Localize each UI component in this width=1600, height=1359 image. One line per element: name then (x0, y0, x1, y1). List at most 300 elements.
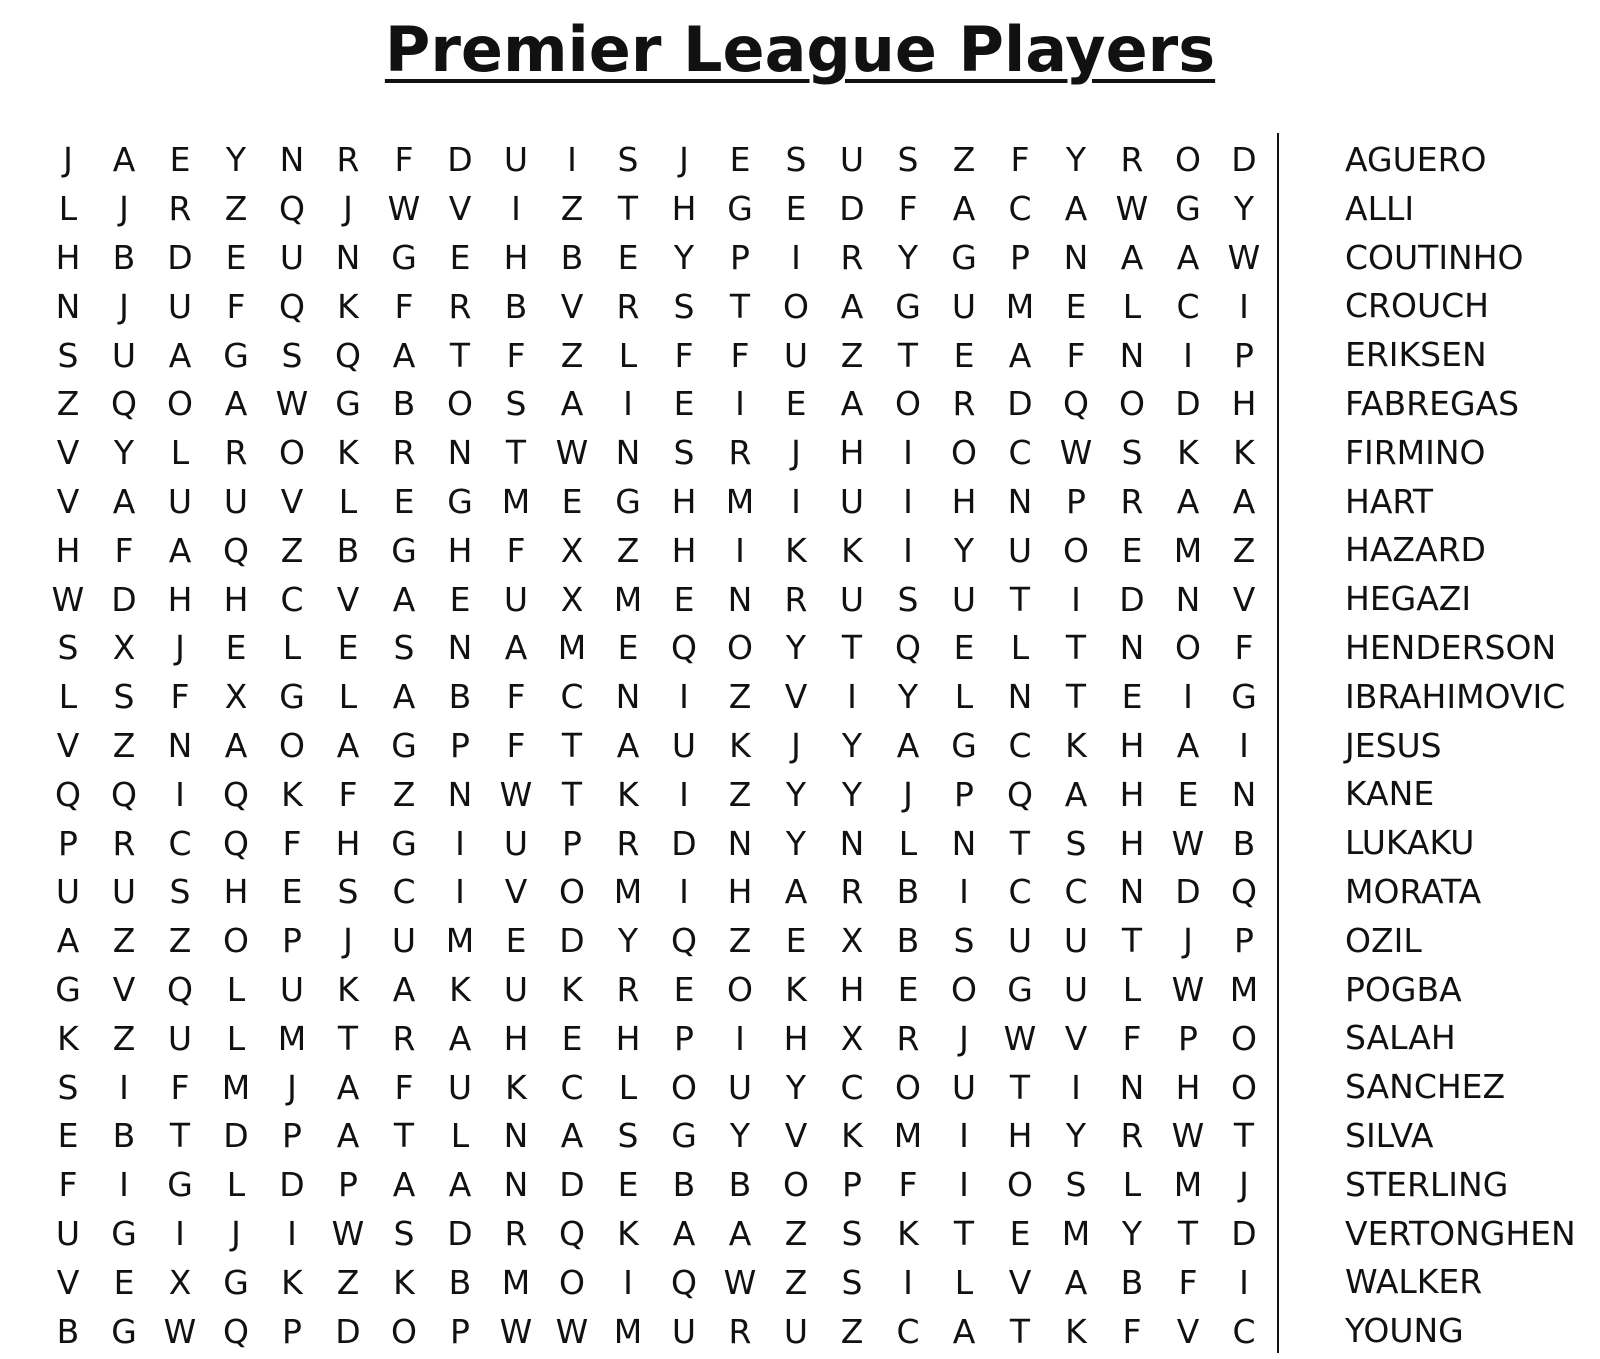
grid-letter: W (1171, 969, 1205, 1009)
grid-letter: I (287, 1213, 297, 1253)
grid-letter: J (1183, 921, 1193, 961)
grid-letter: N (503, 1116, 529, 1156)
grid-letter: R (952, 384, 976, 424)
grid-row (40, 1063, 1272, 1112)
grid-letter: J (287, 1067, 297, 1107)
grid-letter: U (839, 579, 865, 619)
grid-letter: S (1065, 1165, 1087, 1205)
grid-letter: F (170, 1067, 190, 1107)
grid-letter: H (839, 969, 865, 1009)
grid-letter: I (735, 530, 745, 570)
grid-letter: A (392, 969, 416, 1009)
grid-letter: U (839, 481, 865, 521)
grid-letter: L (1010, 628, 1030, 668)
grid-letter: W (555, 433, 589, 473)
grid-letter: L (282, 628, 302, 668)
grid-letter: L (338, 677, 358, 717)
grid-letter: J (1239, 1165, 1249, 1205)
grid-letter: L (1122, 1165, 1142, 1205)
word-list-item: YOUNG (1345, 1311, 1464, 1351)
grid-letter: N (1119, 1067, 1145, 1107)
grid-letter: T (169, 1116, 191, 1156)
grid-letter: R (448, 286, 472, 326)
grid-letter: J (791, 433, 801, 473)
grid-letter: Q (223, 774, 249, 814)
grid-letter: H (167, 579, 193, 619)
grid-letter: E (897, 969, 919, 1009)
grid-letter: T (617, 189, 639, 229)
grid-letter: K (1233, 433, 1255, 473)
grid-letter: Z (560, 189, 584, 229)
grid-letter: G (111, 1311, 137, 1351)
grid-letter: Z (1232, 530, 1256, 570)
grid-letter: P (282, 921, 302, 961)
grid-letter: I (679, 872, 689, 912)
word-list-item: HEGAZI (1345, 579, 1472, 619)
grid-row (40, 331, 1272, 380)
grid-letter: Y (617, 921, 639, 961)
grid-letter: Q (111, 384, 137, 424)
grid-row (40, 429, 1272, 478)
grid-letter: M (1061, 1213, 1091, 1253)
grid-letter: W (555, 1311, 589, 1351)
grid-letter: I (175, 774, 185, 814)
grid-letter: T (841, 628, 863, 668)
grid-letter: F (1178, 1262, 1198, 1302)
grid-letter: E (1065, 286, 1087, 326)
grid-letter: I (1071, 579, 1081, 619)
word-list-item: SILVA (1345, 1115, 1434, 1155)
grid-letter: X (112, 628, 136, 668)
grid-row (40, 136, 1272, 185)
grid-letter: L (58, 189, 78, 229)
grid-letter: O (783, 1165, 809, 1205)
grid-letter: S (505, 384, 527, 424)
grid-row (40, 1161, 1272, 1210)
grid-letter: Z (224, 189, 248, 229)
grid-letter: S (841, 1262, 863, 1302)
grid-letter: A (1176, 725, 1200, 765)
grid-letter: N (503, 1165, 529, 1205)
grid-row (40, 868, 1272, 917)
grid-letter: I (567, 140, 577, 180)
grid-row (40, 966, 1272, 1015)
grid-letter: R (896, 1018, 920, 1058)
grid-letter: U (167, 286, 193, 326)
grid-letter: J (791, 725, 801, 765)
grid-letter: W (387, 189, 421, 229)
grid-letter: P (1234, 921, 1254, 961)
grid-letter: C (168, 823, 192, 863)
grid-letter: X (840, 921, 864, 961)
word-list-item: VERTONGHEN (1345, 1213, 1576, 1253)
grid-letter: I (679, 774, 689, 814)
grid-letter: E (785, 189, 807, 229)
grid-letter: O (1175, 140, 1201, 180)
grid-letter: S (673, 433, 695, 473)
grid-row (40, 819, 1272, 868)
grid-letter: O (559, 1262, 585, 1302)
grid-letter: D (335, 1311, 361, 1351)
grid-letter: P (842, 1165, 862, 1205)
grid-letter: L (618, 335, 638, 375)
grid-letter: E (449, 237, 471, 277)
grid-letter: P (282, 1116, 302, 1156)
grid-letter: Y (673, 237, 695, 277)
grid-letter: I (959, 872, 969, 912)
grid-row (40, 722, 1272, 771)
grid-letter: X (224, 677, 248, 717)
grid-letter: B (448, 1262, 472, 1302)
grid-letter: B (1120, 1262, 1144, 1302)
grid-letter: L (450, 1116, 470, 1156)
grid-letter: Y (897, 677, 919, 717)
grid-letter: P (730, 237, 750, 277)
grid-letter: M (613, 1311, 643, 1351)
grid-letter: E (785, 921, 807, 961)
grid-letter: Z (840, 335, 864, 375)
grid-letter: F (506, 335, 526, 375)
grid-letter: H (335, 823, 361, 863)
grid-letter: M (1173, 1165, 1203, 1205)
grid-letter: B (112, 237, 136, 277)
grid-letter: H (447, 530, 473, 570)
grid-letter: Z (560, 335, 584, 375)
grid-letter: K (281, 774, 303, 814)
grid-letter: W (1171, 1116, 1205, 1156)
grid-letter: O (1063, 530, 1089, 570)
word-list-item: LUKAKU (1345, 823, 1475, 863)
grid-letter: B (336, 530, 360, 570)
grid-letter: O (671, 1067, 697, 1107)
grid-letter: H (503, 237, 529, 277)
grid-letter: A (448, 1018, 472, 1058)
grid-letter: H (671, 530, 697, 570)
grid-letter: Y (785, 628, 807, 668)
grid-letter: O (951, 433, 977, 473)
grid-letter: E (617, 237, 639, 277)
grid-letter: E (673, 969, 695, 1009)
grid-letter: A (168, 530, 192, 570)
word-list (1345, 136, 1576, 1356)
grid-row (40, 1307, 1272, 1356)
grid-letter: G (223, 335, 249, 375)
grid-letter: F (394, 140, 414, 180)
grid-letter: F (1066, 335, 1086, 375)
grid-letter: S (57, 1067, 79, 1107)
grid-letter: M (221, 1067, 251, 1107)
grid-letter: V (784, 1116, 808, 1156)
grid-letter: A (840, 384, 864, 424)
grid-letter: G (1007, 969, 1033, 1009)
grid-letter: Q (1007, 774, 1033, 814)
grid-letter: S (1065, 823, 1087, 863)
grid-letter: B (728, 1165, 752, 1205)
grid-letter: M (725, 481, 755, 521)
grid-letter: V (280, 481, 304, 521)
grid-letter: G (55, 969, 81, 1009)
grid-letter: Y (841, 774, 863, 814)
grid-letter: H (671, 189, 697, 229)
grid-letter: Y (785, 1067, 807, 1107)
grid-letter: N (447, 433, 473, 473)
grid-letter: W (499, 1311, 533, 1351)
grid-letter: O (1231, 1067, 1257, 1107)
word-list-item: FABREGAS (1345, 383, 1520, 423)
grid-letter: G (951, 725, 977, 765)
grid-letter: J (63, 140, 73, 180)
grid-letter: F (506, 530, 526, 570)
grid-letter: E (953, 335, 975, 375)
grid-letter: R (224, 433, 248, 473)
grid-letter: B (560, 237, 584, 277)
grid-letter: S (113, 677, 135, 717)
grid-letter: K (449, 969, 471, 1009)
grid-letter: A (1008, 335, 1032, 375)
grid-letter: Q (279, 189, 305, 229)
grid-letter: O (279, 725, 305, 765)
grid-letter: M (501, 481, 531, 521)
grid-letter: G (391, 823, 417, 863)
grid-letter: H (55, 530, 81, 570)
grid-letter: I (1071, 1067, 1081, 1107)
grid-letter: C (840, 1067, 864, 1107)
grid-letter: Z (280, 530, 304, 570)
grid-letter: E (1121, 530, 1143, 570)
grid-letter: Y (785, 823, 807, 863)
grid-letter: J (119, 286, 129, 326)
grid-letter: I (735, 1018, 745, 1058)
grid-letter: X (560, 530, 584, 570)
grid-letter: C (1008, 872, 1032, 912)
grid-letter: S (897, 579, 919, 619)
grid-letter: D (1175, 872, 1201, 912)
grid-letter: B (672, 1165, 696, 1205)
grid-letter: I (903, 530, 913, 570)
grid-letter: V (56, 481, 80, 521)
grid-letter: A (392, 579, 416, 619)
word-list-item: FIRMINO (1345, 432, 1486, 472)
grid-letter: L (898, 823, 918, 863)
grid-letter: Q (671, 1262, 697, 1302)
grid-letter: R (784, 579, 808, 619)
column-divider (1277, 133, 1279, 1353)
grid-letter: W (331, 1213, 365, 1253)
grid-letter: I (1183, 335, 1193, 375)
grid-letter: E (673, 384, 695, 424)
grid-letter: X (168, 1262, 192, 1302)
grid-letter: W (1059, 433, 1093, 473)
grid-letter: X (840, 1018, 864, 1058)
grid-letter: U (1007, 921, 1033, 961)
word-list-item: HART (1345, 481, 1434, 521)
grid-letter: H (1231, 384, 1257, 424)
grid-letter: G (951, 237, 977, 277)
grid-letter: A (392, 1165, 416, 1205)
grid-letter: E (1121, 677, 1143, 717)
grid-letter: D (1175, 384, 1201, 424)
grid-letter: Z (784, 1213, 808, 1253)
grid-letter: A (504, 628, 528, 668)
grid-letter: H (615, 1018, 641, 1058)
grid-letter: Q (559, 1213, 585, 1253)
grid-letter: P (562, 823, 582, 863)
grid-letter: A (392, 335, 416, 375)
grid-letter: O (447, 384, 473, 424)
grid-letter: E (673, 579, 695, 619)
grid-letter: N (615, 677, 641, 717)
grid-letter: T (1065, 677, 1087, 717)
grid-letter: I (119, 1165, 129, 1205)
grid-letter: C (1008, 433, 1032, 473)
grid-letter: Q (223, 530, 249, 570)
grid-letter: Q (1063, 384, 1089, 424)
grid-letter: I (175, 1213, 185, 1253)
grid-letter: M (613, 872, 643, 912)
grid-letter: P (1178, 1018, 1198, 1058)
grid-letter: W (723, 1262, 757, 1302)
grid-letter: V (56, 433, 80, 473)
grid-letter: G (391, 725, 417, 765)
grid-letter: M (1229, 969, 1259, 1009)
grid-letter: V (448, 189, 472, 229)
grid-letter: S (673, 286, 695, 326)
grid-letter: K (337, 433, 359, 473)
grid-letter: O (895, 1067, 921, 1107)
grid-letter: H (951, 481, 977, 521)
grid-letter: U (279, 969, 305, 1009)
grid-letter: O (167, 384, 193, 424)
grid-letter: T (393, 1116, 415, 1156)
grid-letter: K (1065, 1311, 1087, 1351)
grid-letter: Q (335, 335, 361, 375)
grid-letter: O (1231, 1018, 1257, 1058)
grid-letter: A (1064, 774, 1088, 814)
grid-letter: Z (56, 384, 80, 424)
grid-letter: M (1173, 530, 1203, 570)
grid-letter: P (674, 1018, 694, 1058)
grid-letter: T (1009, 579, 1031, 619)
grid-letter: I (959, 1116, 969, 1156)
grid-letter: W (1115, 189, 1149, 229)
grid-letter: A (112, 481, 136, 521)
grid-letter: G (447, 481, 473, 521)
grid-letter: F (898, 189, 918, 229)
word-list-item: IBRAHIMOVIC (1345, 676, 1566, 716)
grid-letter: L (1122, 286, 1142, 326)
grid-letter: A (728, 1213, 752, 1253)
grid-letter: D (447, 1213, 473, 1253)
grid-letter: I (679, 677, 689, 717)
grid-letter: Q (223, 823, 249, 863)
grid-letter: S (281, 335, 303, 375)
grid-letter: U (503, 140, 529, 180)
grid-letter: D (559, 921, 585, 961)
grid-letter: R (1120, 140, 1144, 180)
grid-letter: W (1171, 823, 1205, 863)
grid-letter: H (1119, 774, 1145, 814)
grid-letter: Y (729, 1116, 751, 1156)
grid-letter: A (168, 335, 192, 375)
grid-letter: H (783, 1018, 809, 1058)
grid-letter: Z (728, 677, 752, 717)
grid-letter: H (55, 237, 81, 277)
grid-letter: J (343, 189, 353, 229)
grid-letter: D (1119, 579, 1145, 619)
grid-letter: I (903, 481, 913, 521)
grid-letter: Y (785, 774, 807, 814)
grid-letter: F (114, 530, 134, 570)
grid-letter: E (561, 481, 583, 521)
grid-letter: J (343, 921, 353, 961)
grid-letter: D (279, 1165, 305, 1205)
grid-letter: T (1065, 628, 1087, 668)
grid-letter: E (729, 140, 751, 180)
grid-letter: X (560, 579, 584, 619)
grid-letter: N (727, 579, 753, 619)
grid-letter: I (119, 1067, 129, 1107)
grid-letter: A (1232, 481, 1256, 521)
grid-letter: T (1009, 823, 1031, 863)
grid-letter: B (56, 1311, 80, 1351)
grid-letter: G (1175, 189, 1201, 229)
grid-letter: F (898, 1165, 918, 1205)
grid-letter: T (1233, 1116, 1255, 1156)
grid-letter: U (391, 921, 417, 961)
grid-letter: Z (112, 921, 136, 961)
grid-letter: J (679, 140, 689, 180)
grid-letter: I (735, 384, 745, 424)
grid-letter: G (223, 1262, 249, 1302)
grid-letter: O (1007, 1165, 1033, 1205)
grid-letter: E (953, 628, 975, 668)
grid-letter: T (1009, 1311, 1031, 1351)
grid-letter: M (445, 921, 475, 961)
grid-letter: U (1063, 969, 1089, 1009)
grid-letter: V (56, 1262, 80, 1302)
grid-letter: P (58, 823, 78, 863)
grid-letter: T (449, 335, 471, 375)
grid-letter: R (168, 189, 192, 229)
grid-letter: N (839, 823, 865, 863)
grid-letter: E (505, 921, 527, 961)
grid-letter: F (674, 335, 694, 375)
grid-letter: O (223, 921, 249, 961)
grid-letter: S (785, 140, 807, 180)
grid-letter: G (727, 189, 753, 229)
grid-letter: U (111, 872, 137, 912)
grid-letter: L (1122, 969, 1142, 1009)
grid-letter: H (1119, 725, 1145, 765)
grid-letter: B (504, 286, 528, 326)
grid-letter: L (954, 677, 974, 717)
grid-letter: Y (225, 140, 247, 180)
grid-row (40, 624, 1272, 673)
grid-letter: N (55, 286, 81, 326)
grid-letter: E (617, 628, 639, 668)
grid-letter: A (560, 384, 584, 424)
grid-letter: U (1007, 530, 1033, 570)
grid-letter: Y (841, 725, 863, 765)
grid-letter: L (226, 1165, 246, 1205)
grid-letter: F (170, 677, 190, 717)
grid-letter: Y (953, 530, 975, 570)
grid-letter: E (225, 237, 247, 277)
grid-letter: E (393, 481, 415, 521)
word-list-item: STERLING (1345, 1164, 1509, 1204)
grid-letter: O (391, 1311, 417, 1351)
grid-letter: F (506, 725, 526, 765)
